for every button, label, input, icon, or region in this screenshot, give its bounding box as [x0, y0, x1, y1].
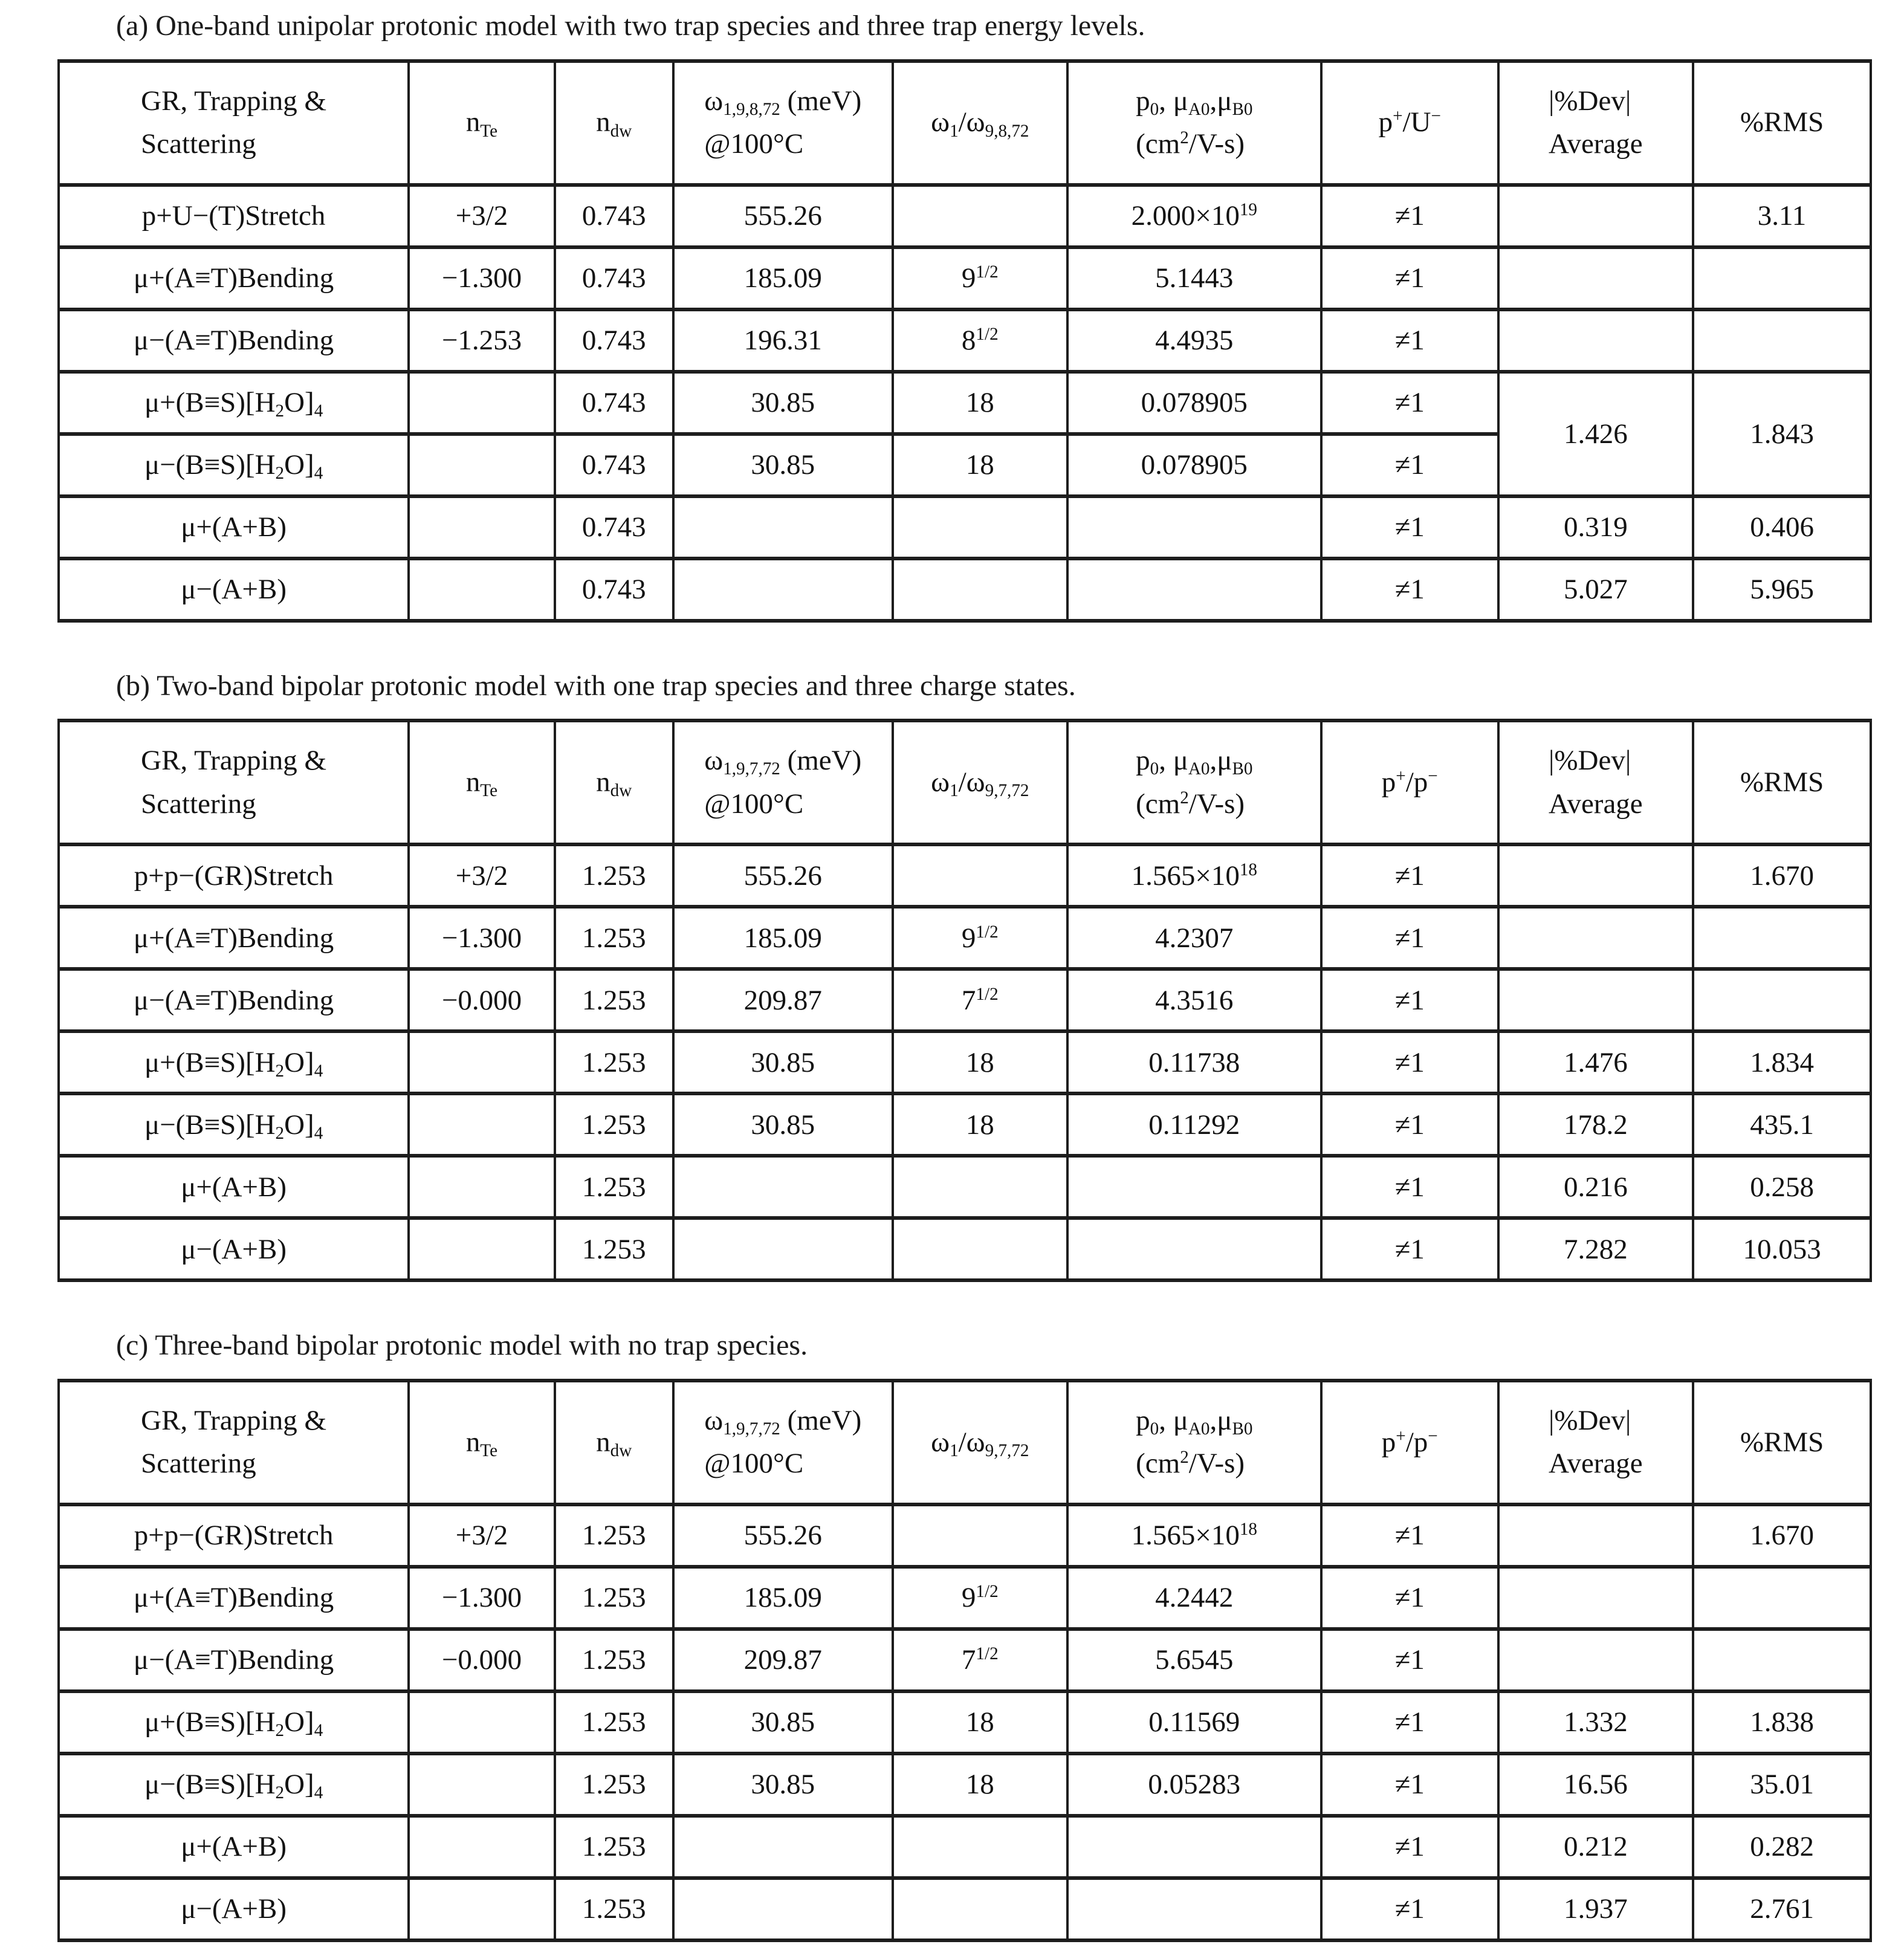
row-label-cell: μ−(A≡T)Bending	[59, 1629, 409, 1691]
value-cell	[893, 1218, 1067, 1280]
value-cell: 30.85	[673, 1031, 893, 1093]
value-cell	[409, 1031, 555, 1093]
value-cell: 0.216	[1498, 1156, 1694, 1218]
value-cell	[1693, 309, 1871, 372]
table-row	[59, 1156, 1871, 1218]
value-cell: 1.253	[555, 1156, 673, 1218]
column-header-3	[555, 61, 673, 185]
value-cell	[893, 496, 1067, 559]
value-cell	[409, 372, 555, 434]
value-cell: ≠1	[1321, 844, 1498, 907]
table-c-title: (c) Three-band bipolar protonic model with no trap species.	[116, 1329, 808, 1362]
value-cell: 5.027	[1498, 559, 1694, 621]
value-cell: 35.01	[1693, 1754, 1871, 1816]
value-cell: 0.11292	[1067, 1093, 1321, 1156]
table-a	[57, 59, 1872, 623]
value-cell: ≠1	[1321, 1504, 1498, 1567]
value-cell: 1.670	[1693, 844, 1871, 907]
table-row	[59, 1504, 1871, 1567]
value-cell	[409, 1093, 555, 1156]
value-cell: 1.253	[555, 969, 673, 1031]
value-cell	[893, 1156, 1067, 1218]
value-cell: ≠1	[1321, 1567, 1498, 1629]
value-cell	[1693, 1567, 1871, 1629]
value-cell: 1.253	[555, 844, 673, 907]
column-header-text: $n_{Te}$	[465, 766, 498, 801]
table-row	[59, 907, 1871, 969]
value-cell: 1.838	[1693, 1691, 1871, 1754]
column-header-text: $n_{Te}$	[465, 1426, 498, 1460]
value-cell: ≠1	[1321, 1878, 1498, 1940]
value-cell	[893, 844, 1067, 907]
value-cell: 4.4935	[1067, 309, 1321, 372]
value-cell: $7^{1/2}$	[893, 969, 1067, 1031]
value-cell: 555.26	[673, 1504, 893, 1567]
column-header-9	[1693, 61, 1871, 185]
value-cell: ≠1	[1321, 1691, 1498, 1754]
table-c-section	[57, 1328, 1875, 1942]
value-cell: 0.258	[1693, 1156, 1871, 1218]
value-cell: ≠1	[1321, 1031, 1498, 1093]
value-cell	[673, 1156, 893, 1218]
value-cell	[1693, 247, 1871, 309]
value-cell: −0.000	[409, 969, 555, 1031]
row-label-cell: $\mu-(B\equiv S)[H_2O]_4$	[59, 1093, 409, 1156]
value-cell: +3/2	[409, 844, 555, 907]
value-cell: 1.253	[555, 1629, 673, 1691]
value-cell: ≠1	[1321, 434, 1498, 496]
value-cell	[1067, 559, 1321, 621]
value-cell: ≠1	[1321, 1093, 1498, 1156]
column-header-7	[1321, 61, 1498, 185]
column-header-text: p+/p−	[1381, 766, 1438, 798]
value-cell: ≠1	[1321, 1156, 1498, 1218]
value-cell	[673, 1878, 893, 1940]
column-header-3	[555, 1381, 673, 1504]
value-cell: 1.937	[1498, 1878, 1694, 1940]
row-label-cell: $\mu-(B\equiv S)[H_2O]_4$	[59, 1754, 409, 1816]
row-label-cell: μ+(A≡T)Bending	[59, 1567, 409, 1629]
value-cell	[1067, 496, 1321, 559]
row-label-cell: μ+(A≡T)Bending	[59, 907, 409, 969]
column-header-7	[1321, 721, 1498, 844]
column-header-1	[59, 1381, 409, 1504]
value-cell	[673, 496, 893, 559]
value-cell: 10.053	[1693, 1218, 1871, 1280]
value-cell: $1.565\times 10^{18}$	[1067, 844, 1321, 907]
value-cell	[673, 559, 893, 621]
column-header-text: $n_{Te}$	[465, 106, 498, 141]
value-cell	[1067, 1878, 1321, 1940]
value-cell: 30.85	[673, 434, 893, 496]
value-cell	[893, 1878, 1067, 1940]
value-cell: 0.282	[1693, 1816, 1871, 1878]
row-label-cell: μ−(A+B)	[59, 559, 409, 621]
value-cell	[893, 559, 1067, 621]
value-cell	[1498, 1629, 1694, 1691]
value-cell: 1.253	[555, 1218, 673, 1280]
value-cell: 1.253	[555, 1504, 673, 1567]
column-header-text: $\omega_{1,9,8,72}$ (meV) @100°C	[704, 85, 862, 160]
value-cell: ≠1	[1321, 1218, 1498, 1280]
column-header-text: %RMS	[1740, 106, 1824, 138]
row-label-cell: μ+(A+B)	[59, 1156, 409, 1218]
value-cell: 209.87	[673, 969, 893, 1031]
value-cell: 0.743	[555, 559, 673, 621]
value-cell: 18	[893, 1031, 1067, 1093]
row-label-cell: μ−(A≡T)Bending	[59, 309, 409, 372]
value-cell	[1498, 185, 1694, 247]
value-cell: 16.56	[1498, 1754, 1694, 1816]
column-header-text: p+/p−	[1381, 1426, 1438, 1458]
table-c	[57, 1379, 1872, 1942]
column-header-text: $p_0$, $\mu_{A0},\mu_{B0}$ $(cm^2/V-s)$	[1136, 85, 1253, 160]
value-cell: −0.000	[409, 1629, 555, 1691]
value-cell	[1067, 1156, 1321, 1218]
value-cell	[1498, 969, 1694, 1031]
column-header-text: |%Dev| Average	[1548, 85, 1643, 160]
value-cell	[1067, 1218, 1321, 1280]
column-header-8	[1498, 61, 1694, 185]
value-cell	[1693, 969, 1871, 1031]
value-cell: 0.078905	[1067, 372, 1321, 434]
value-cell: 0.078905	[1067, 434, 1321, 496]
row-label-cell: $\mu+(B\equiv S)[H_2O]_4$	[59, 1031, 409, 1093]
table-row	[59, 185, 1871, 247]
value-cell	[893, 1816, 1067, 1878]
table-a-header	[59, 61, 1871, 185]
value-cell: 30.85	[673, 1691, 893, 1754]
value-cell: 2.761	[1693, 1878, 1871, 1940]
value-cell: 0.743	[555, 496, 673, 559]
value-cell: ≠1	[1321, 185, 1498, 247]
table-row	[59, 1031, 1871, 1093]
value-cell	[1067, 1816, 1321, 1878]
value-cell	[409, 1156, 555, 1218]
value-cell	[893, 185, 1067, 247]
column-header-text: GR, Trapping & Scattering	[141, 1404, 327, 1480]
value-cell: +3/2	[409, 1504, 555, 1567]
value-cell: $9^{1/2}$	[893, 247, 1067, 309]
value-cell: 30.85	[673, 1754, 893, 1816]
value-cell: −1.300	[409, 907, 555, 969]
value-cell	[1693, 907, 1871, 969]
table-b-header	[59, 721, 1871, 844]
table-b	[57, 719, 1872, 1282]
value-cell: 0.05283	[1067, 1754, 1321, 1816]
value-cell: 18	[893, 1691, 1067, 1754]
row-label-cell: μ+(A+B)	[59, 496, 409, 559]
value-cell: 0.743	[555, 247, 673, 309]
table-row	[59, 1567, 1871, 1629]
value-cell: 0.319	[1498, 496, 1694, 559]
value-cell: 1.426	[1498, 372, 1694, 496]
value-cell: 0.212	[1498, 1816, 1694, 1878]
value-cell: 30.85	[673, 372, 893, 434]
value-cell	[409, 496, 555, 559]
value-cell: 0.743	[555, 434, 673, 496]
value-cell: $8^{1/2}$	[893, 309, 1067, 372]
column-header-6	[1067, 61, 1321, 185]
value-cell	[673, 1218, 893, 1280]
column-header-text: GR, Trapping & Scattering	[141, 85, 327, 160]
value-cell: ≠1	[1321, 1816, 1498, 1878]
table-b-section	[57, 669, 1875, 1283]
column-header-8	[1498, 721, 1694, 844]
column-header-1	[59, 61, 409, 185]
column-header-text: $\omega_{1,9,7,72}$ (meV) @100°C	[704, 745, 862, 820]
column-header-4	[673, 721, 893, 844]
value-cell: 1.834	[1693, 1031, 1871, 1093]
header-row	[59, 721, 1871, 844]
value-cell: 1.253	[555, 1093, 673, 1156]
column-header-text: $p_0$, $\mu_{A0},\mu_{B0}$ $(cm^2/V-s)$	[1136, 1404, 1253, 1480]
column-header-9	[1693, 1381, 1871, 1504]
value-cell: 185.09	[673, 1567, 893, 1629]
column-header-text: $n_{dw}$	[596, 106, 632, 141]
value-cell: 555.26	[673, 844, 893, 907]
value-cell: 196.31	[673, 309, 893, 372]
column-header-4	[673, 61, 893, 185]
value-cell: −1.300	[409, 247, 555, 309]
table-row	[59, 1691, 1871, 1754]
table-row	[59, 1093, 1871, 1156]
value-cell: ≠1	[1321, 309, 1498, 372]
value-cell: +3/2	[409, 185, 555, 247]
column-header-text: $\omega_1/\omega_{9,8,72}$	[931, 106, 1029, 141]
value-cell: 0.743	[555, 372, 673, 434]
row-label-cell: $\mu-(B\equiv S)[H_2O]_4$	[59, 434, 409, 496]
table-a-section	[57, 8, 1875, 623]
row-label-cell: μ−(A≡T)Bending	[59, 969, 409, 1031]
value-cell: 0.743	[555, 309, 673, 372]
value-cell	[1498, 309, 1694, 372]
value-cell: 0.743	[555, 185, 673, 247]
value-cell	[1498, 844, 1694, 907]
value-cell: ≠1	[1321, 1629, 1498, 1691]
table-row	[59, 1754, 1871, 1816]
value-cell: 7.282	[1498, 1218, 1694, 1280]
value-cell	[673, 1816, 893, 1878]
table-row	[59, 309, 1871, 372]
value-cell	[409, 434, 555, 496]
table-c-header	[59, 1381, 1871, 1504]
value-cell	[409, 559, 555, 621]
value-cell: 1.670	[1693, 1504, 1871, 1567]
value-cell	[409, 1878, 555, 1940]
value-cell	[409, 1218, 555, 1280]
value-cell: 1.253	[555, 1816, 673, 1878]
column-header-5	[893, 1381, 1067, 1504]
value-cell: ≠1	[1321, 496, 1498, 559]
column-header-text: $p_0$, $\mu_{A0},\mu_{B0}$ $(cm^2/V-s)$	[1136, 745, 1253, 820]
value-cell: ≠1	[1321, 372, 1498, 434]
value-cell: 1.476	[1498, 1031, 1694, 1093]
value-cell: 0.406	[1693, 496, 1871, 559]
row-label-cell: μ−(A+B)	[59, 1218, 409, 1280]
value-cell: 4.3516	[1067, 969, 1321, 1031]
value-cell: 18	[893, 434, 1067, 496]
table-row	[59, 247, 1871, 309]
column-header-6	[1067, 1381, 1321, 1504]
row-label-cell: μ−(A+B)	[59, 1878, 409, 1940]
column-header-text: %RMS	[1740, 766, 1824, 798]
row-label-cell: $\mu+(B\equiv S)[H_2O]_4$	[59, 372, 409, 434]
value-cell	[1498, 907, 1694, 969]
row-label-cell: p+U−(T)Stretch	[59, 185, 409, 247]
value-cell: ≠1	[1321, 969, 1498, 1031]
value-cell: ≠1	[1321, 907, 1498, 969]
column-header-7	[1321, 1381, 1498, 1504]
value-cell	[1498, 247, 1694, 309]
value-cell: ≠1	[1321, 247, 1498, 309]
table-row	[59, 1816, 1871, 1878]
column-header-2	[409, 61, 555, 185]
table-a-body	[59, 185, 1871, 621]
value-cell: 30.85	[673, 1093, 893, 1156]
value-cell: ≠1	[1321, 559, 1498, 621]
column-header-2	[409, 1381, 555, 1504]
table-b-body	[59, 844, 1871, 1280]
column-header-text: %RMS	[1740, 1426, 1824, 1458]
column-header-4	[673, 1381, 893, 1504]
value-cell: 18	[893, 1093, 1067, 1156]
row-label-cell: μ+(A+B)	[59, 1816, 409, 1878]
value-cell: $9^{1/2}$	[893, 907, 1067, 969]
value-cell: 4.2307	[1067, 907, 1321, 969]
column-header-9	[1693, 721, 1871, 844]
value-cell: 0.11569	[1067, 1691, 1321, 1754]
table-row	[59, 1218, 1871, 1280]
column-header-text: p+/U−	[1378, 106, 1441, 138]
table-row	[59, 1629, 1871, 1691]
value-cell: 1.253	[555, 1031, 673, 1093]
column-header-text: $\omega_{1,9,7,72}$ (meV) @100°C	[704, 1404, 862, 1480]
table-row	[59, 496, 1871, 559]
value-cell: 1.332	[1498, 1691, 1694, 1754]
row-label-cell: p+p−(GR)Stretch	[59, 844, 409, 907]
row-label-cell: μ+(A≡T)Bending	[59, 247, 409, 309]
value-cell: 185.09	[673, 907, 893, 969]
column-header-text: GR, Trapping & Scattering	[141, 745, 327, 820]
table-c-body	[59, 1504, 1871, 1940]
row-label-cell: p+p−(GR)Stretch	[59, 1504, 409, 1567]
table-a-title: (a) One-band unipolar protonic model with two trap species and three trap energy levels.	[116, 10, 1145, 42]
table-row	[59, 969, 1871, 1031]
row-label-cell: $\mu+(B\equiv S)[H_2O]_4$	[59, 1691, 409, 1754]
value-cell: 555.26	[673, 185, 893, 247]
column-header-text: $n_{dw}$	[596, 766, 632, 801]
value-cell: −1.300	[409, 1567, 555, 1629]
value-cell: $2.000\times 10^{19}$	[1067, 185, 1321, 247]
column-header-text: |%Dev| Average	[1548, 745, 1643, 820]
column-header-1	[59, 721, 409, 844]
value-cell: −1.253	[409, 309, 555, 372]
value-cell: 5.6545	[1067, 1629, 1321, 1691]
value-cell	[1693, 1629, 1871, 1691]
table-row	[59, 559, 1871, 621]
value-cell	[409, 1691, 555, 1754]
value-cell: 1.253	[555, 1754, 673, 1816]
header-row	[59, 1381, 1871, 1504]
header-row	[59, 61, 1871, 185]
value-cell: 4.2442	[1067, 1567, 1321, 1629]
value-cell: 1.253	[555, 1691, 673, 1754]
column-header-8	[1498, 1381, 1694, 1504]
value-cell: 1.253	[555, 1567, 673, 1629]
value-cell: 18	[893, 372, 1067, 434]
column-header-5	[893, 61, 1067, 185]
value-cell	[893, 1504, 1067, 1567]
value-cell: 178.2	[1498, 1093, 1694, 1156]
column-header-3	[555, 721, 673, 844]
column-header-text: $\omega_1/\omega_{9,7,72}$	[931, 766, 1029, 801]
value-cell: 209.87	[673, 1629, 893, 1691]
value-cell: 435.1	[1693, 1093, 1871, 1156]
value-cell: $1.565\times 10^{18}$	[1067, 1504, 1321, 1567]
value-cell: ≠1	[1321, 1754, 1498, 1816]
column-header-text: $\omega_1/\omega_{9,7,72}$	[931, 1426, 1029, 1460]
value-cell: 0.11738	[1067, 1031, 1321, 1093]
column-header-2	[409, 721, 555, 844]
value-cell: $9^{1/2}$	[893, 1567, 1067, 1629]
table-b-title: (b) Two-band bipolar protonic model with one trap species and three charge states.	[116, 669, 1076, 702]
table-row	[59, 1878, 1871, 1940]
column-header-5	[893, 721, 1067, 844]
column-header-6	[1067, 721, 1321, 844]
value-cell: 3.11	[1693, 185, 1871, 247]
value-cell: 18	[893, 1754, 1067, 1816]
column-header-text: |%Dev| Average	[1548, 1404, 1643, 1480]
value-cell	[1498, 1567, 1694, 1629]
value-cell	[409, 1754, 555, 1816]
value-cell: 185.09	[673, 247, 893, 309]
value-cell	[409, 1816, 555, 1878]
value-cell: 5.1443	[1067, 247, 1321, 309]
value-cell: 1.253	[555, 907, 673, 969]
column-header-text: $n_{dw}$	[596, 1426, 632, 1460]
value-cell: 1.253	[555, 1878, 673, 1940]
table-row	[59, 372, 1871, 434]
value-cell	[1498, 1504, 1694, 1567]
table-row	[59, 844, 1871, 907]
value-cell: 1.843	[1693, 372, 1871, 496]
value-cell: 5.965	[1693, 559, 1871, 621]
value-cell: $7^{1/2}$	[893, 1629, 1067, 1691]
